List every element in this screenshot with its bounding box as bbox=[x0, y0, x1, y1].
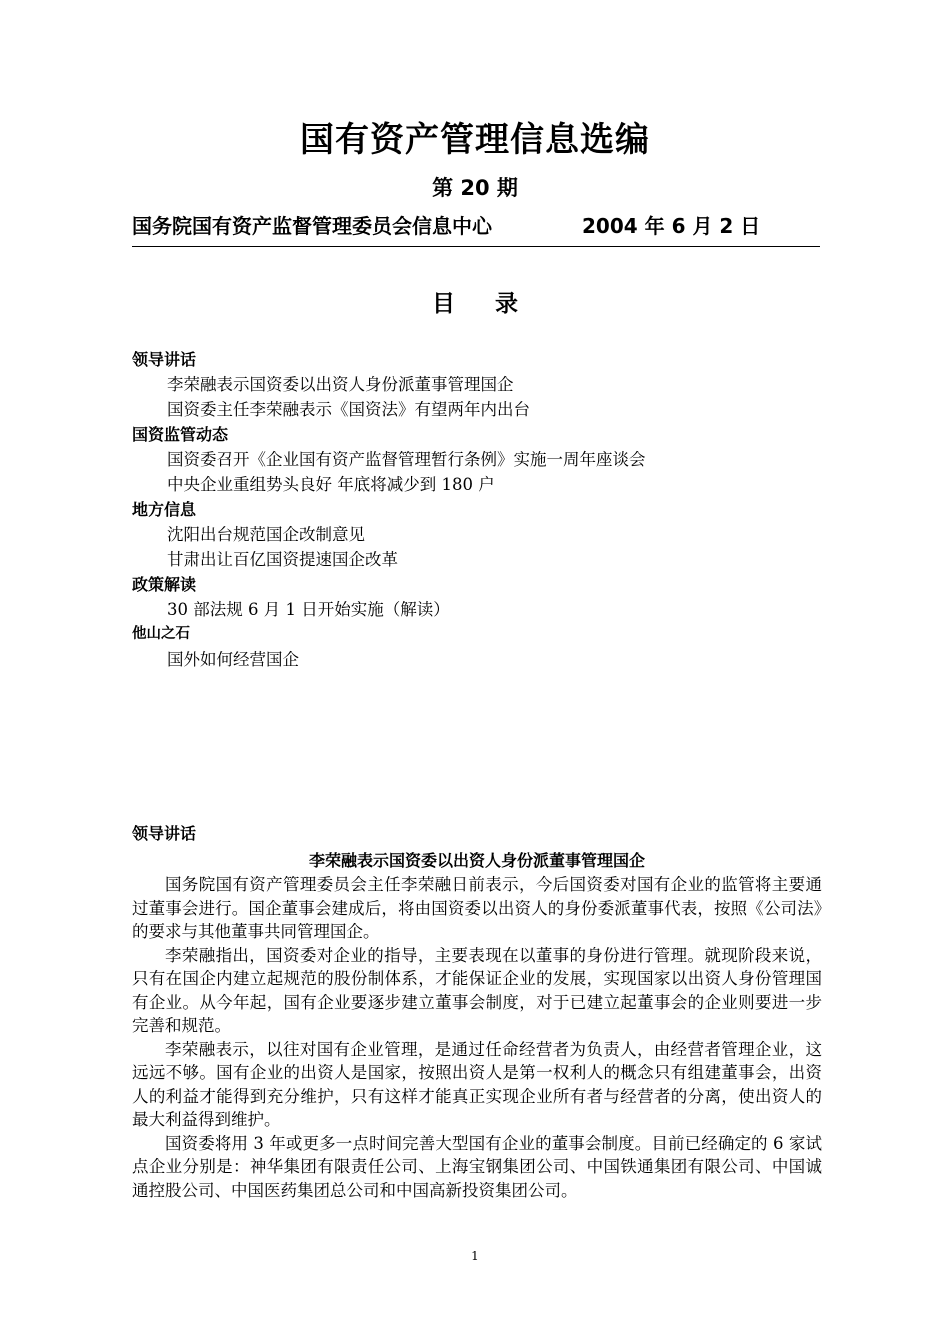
article-section-label: 领导讲话 bbox=[132, 824, 197, 843]
article bbox=[132, 821, 822, 1202]
toc-section-local-info: 地方信息 bbox=[132, 500, 197, 519]
toc-item[interactable]: 甘肃出让百亿国资提速国企改革 bbox=[167, 550, 398, 569]
article-paragraph: 国资委将用 3 年或更多一点时间完善大型国有企业的董事会制度。目前已经确定的 6 家试点企业分别是：神华集团有限责任公司、上海宝钢集团公司、中国铁通集团有限公司、中国诚通控股公司、中国医药集团总公司和中国高新投资集团公司。 bbox=[132, 1133, 822, 1200]
toc-item[interactable]: 中央企业重组势头良好 年底将减少到 180 户 bbox=[167, 475, 495, 494]
toc-section-leader-speech: 领导讲话 bbox=[132, 350, 197, 369]
toc-item[interactable]: 国资委召开《企业国有资产监督管理暂行条例》实施一周年座谈会 bbox=[167, 450, 646, 469]
publish-date: 2004 年 6 月 2 日 bbox=[582, 214, 761, 238]
document-title: 国有资产管理信息选编 bbox=[300, 120, 650, 160]
article-title: 李荣融表示国资委以出资人身份派董事管理国企 bbox=[308, 851, 645, 870]
toc-item[interactable]: 李荣融表示国资委以出资人身份派董事管理国企 bbox=[167, 375, 514, 394]
issue-number: 第 20 期 bbox=[432, 176, 518, 200]
header-divider bbox=[132, 246, 820, 247]
toc-section-foreign: 他山之石 bbox=[132, 626, 190, 642]
article-paragraph: 国务院国有资产管理委员会主任李荣融日前表示，今后国资委对国有企业的监管将主要通过董事会进行。国企董事会建成后，将由国资委以出资人的身份委派董事代表，按照《公司法》的要求与其他董事共同管理国企。 bbox=[132, 875, 822, 941]
article-paragraph: 李荣融指出，国资委对企业的指导，主要表现在以董事的身份进行管理。就现阶段来说，只有在国企内建立起规范的股份制体系，才能保证企业的发展，实现国家以出资人身份管理国有企业。从今年起，国有企业要逐步建立董事会制度，对于已建立起董事会的企业则要进一步完善和规范。 bbox=[132, 945, 822, 1035]
table-of-contents bbox=[132, 347, 822, 672]
toc-heading-right: 录 bbox=[495, 291, 518, 317]
toc-item[interactable]: 国资委主任李荣融表示《国资法》有望两年内出台 bbox=[167, 400, 530, 419]
toc-section-supervision-news: 国资监管动态 bbox=[132, 425, 229, 444]
publisher-name: 国务院国有资产监督管理委员会信息中心 bbox=[132, 214, 492, 238]
toc-item[interactable]: 沈阳出台规范国企改制意见 bbox=[167, 525, 365, 544]
toc-item[interactable]: 国外如何经营国企 bbox=[167, 650, 299, 669]
page-number: 1 bbox=[471, 1249, 479, 1263]
toc-heading bbox=[0, 285, 950, 318]
article-paragraph: 李荣融表示，以往对国有企业管理，是通过任命经营者为负责人，由经营者管理企业，这远远不够。国有企业的出资人是国家，按照出资人是第一权利人的概念只有组建董事会，出资人的利益才能得到充分维护，只有这样才能真正实现企业所有者与经营者的分离，使出资人的最大利益得到维护。 bbox=[132, 1039, 822, 1129]
publisher-line bbox=[132, 210, 822, 239]
toc-item[interactable]: 30 部法规 6 月 1 日开始实施（解读） bbox=[167, 600, 450, 619]
toc-section-policy: 政策解读 bbox=[132, 575, 197, 594]
toc-heading-left: 目 bbox=[432, 291, 455, 317]
